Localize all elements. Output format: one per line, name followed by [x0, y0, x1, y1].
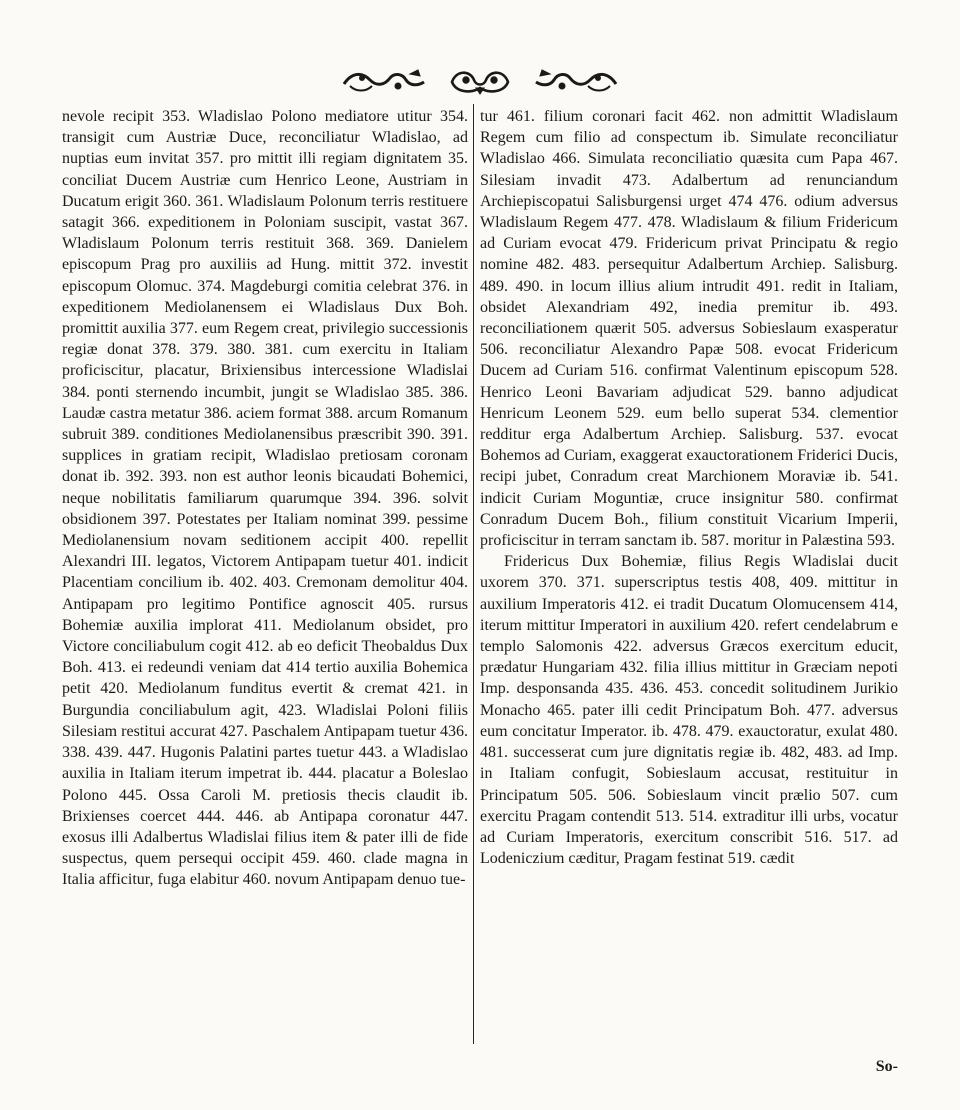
right-column-paragraph-1: tur 461. filium coronari facit 462. non admittit Wladislaum Regem cum filio ad conspectum ib. Simulate reconciliatur Wladislao 466. Simulata reconciliatio quæsita cum Papa 467. Silesiam invadit 473. Adalbertum ad renunciandum Archiepiscopatui Salisburgensi urget 474 476. odium adversus Wladislaum Regem 477. 478. Wladislaum & filium Fridericum ad Curiam evocat 479. Fridericum privat Principatu & regio nomine 482. 483. persequitur Adalbertum Archiep. Salisburg. 489. 490. in locum illius alium intrudit 491. redit in Italiam, obsidet Alexandriam 492, inedia premitur ib. 493. reconciliationem quærit 505. adversus Sobieslaum exasperatur 506. reconciliatur Alexandro Papæ 508. evocat Fridericum Ducem ad Curiam 516. confirmat Valentinum episcopum 528. Henrico Leoni Bavariam adjudicat 529. banno adjudicat Henricum Leonem 529. eum bello superat 534. clementior redditur erga Adalbertum Archiep. Salisburg. 537. evocat Bohemos ad Curiam, exaggerat exauctorationem Friderici Ducis, recipi jubet, Conradum creat Marchionem Moraviæ ib. 541. indicit Curiam Moguntiæ, cruce insignitur 580. confirmat Conradum Ducem Boh., filium constituit Vicarium Imperii, proficiscitur in terram sanctam ib. 587. moritur in Palæstina 593. — [480, 108, 898, 550]
right-column — [480, 106, 898, 1066]
left-column-text: nevole recipit 353. Wladislao Polono mediatore utitur 354. transigit cum Austriæ Duce, reconciliatur Wladislao, ad nuptias eum invitat 357. pro mittit illi regiam dignitatem 35. conciliat Ducem Austriæ cum Henrico Leone, Austriam in Ducatum erigit 360. 361. Wladislaum Polonum terris restituere satagit 366. expeditionem in Poloniam suscipit, vastat 367. Wladislaum Polonum terris restituit 368. 369. Danielem episcopum Prag pro auxiliis ad Hung. mittit 372. investit episcopum Olomuc. 374. Magdeburgi comitia celebrat 376. in expeditionem Mediolanensem ei Wladislaus Dux Boh. promittit auxilia 377. eum Regem creat, privilegio successionis regiæ donat 378. 379. 380. 381. cum exercitu in Italiam proficiscitur, placatur, Brixiensibus intercessione Wladislai 384. ponti sternendo incumbit, jungit se Wladislao 385. 386. Laudæ castra metatur 386. aciem format 388. arcum Romanum subruit 389. conditiones Mediolanensibus præscribit 390. 391. supplices in gratiam recipit, Wladislao pretiosam coronam donat ib. 392. 393. non est author leonis bicaudati Bohemici, neque nobilitatis familiarum quarumque 394. 396. solvit obsidionem 397. Potestates per Italiam nominat 399. pessime Mediolanensium novam seditionem accipit 400. repellit Alexandri III. legatos, Victorem Antipapam tuetur 401. indicit Placentiam concilium ib. 402. 403. Cremonam demolitur 404. Antipapam pro legitimo Pontifice agnoscit 405. rursus Bohemiæ auxilia implorat 411. Mediolanum obsidet, pro Victore conciliabulum cogit 412. ab eo deficit Theobaldus Dux Boh. 413. ei redeundi veniam dat 414 tertio auxilia Bohemica petit 420. Mediolanum funditus evertit & cremat 421. in Burgundia conciliabulum agit, 423. Wladislai Poloni filiis Silesiam restitui accurat 427. Paschalem Antipapam tuetur 436. 338. 439. 447. Hugonis Palatini partes tuetur 443. a Wladislao auxilia in Italiam iterum impetrat ib. 444. placatur a Boleslao Polono 445. Ossa Caroli M. pretiosis thecis claudit ib. Brixienses coercet 444. 446. ab Antipapa coronatur 447. exosus illi Adalbertus Wladislai filius item & pater illi de fide suspectus, quem persequi occipit 459. 460. clade magna in Italia afficitur, fuga elabitur 460. novum Antipapam denuo tue- — [62, 108, 468, 889]
right-column-paragraph-2: Fridericus Dux Bohemiæ, filius Regis Wladislai ducit uxorem 370. 371. superscriptus testis 408, 409. mittitur in auxilium Imperatoris 412. ei tradit Ducatum Olomucensem 414, iterum mittitur Imperatori in auxilium 420. refert cendelabrum e templo Salomonis 422. adversus Græcos exercitum educit, prædatur Hungariam 432. filia illius mittitur in Græciam nepoti Imp. desponsanda 435. 436. 453. concedit solitudinem Jurikio Monacho 465. pater illi cedit Principatum Boh. 477. adversus eum concitatur Imperator. ib. 478. 479. exauctoratur, exulat 480. 481. successerat cum jure dignitatis regiæ ib. 482, 483. ad Imp. in Italiam confugit, Sobieslaum accusat, restituitur in Principatum 505. 506. Sobieslaum vincit prælio 507. cum exercitu Pragam contendit 513. 514. extraditur illi urbs, vocatur ad Curiam Imperatoris, exercitum conscribit 516. 517. ad Lodeniczium cæditur, Pragam festinat 519. cædit — [480, 553, 898, 868]
catchword: So- — [875, 1058, 898, 1075]
left-column — [62, 106, 468, 1066]
ornament-icon — [340, 64, 620, 98]
column-divider — [473, 104, 474, 1044]
header-ornament — [0, 64, 960, 98]
